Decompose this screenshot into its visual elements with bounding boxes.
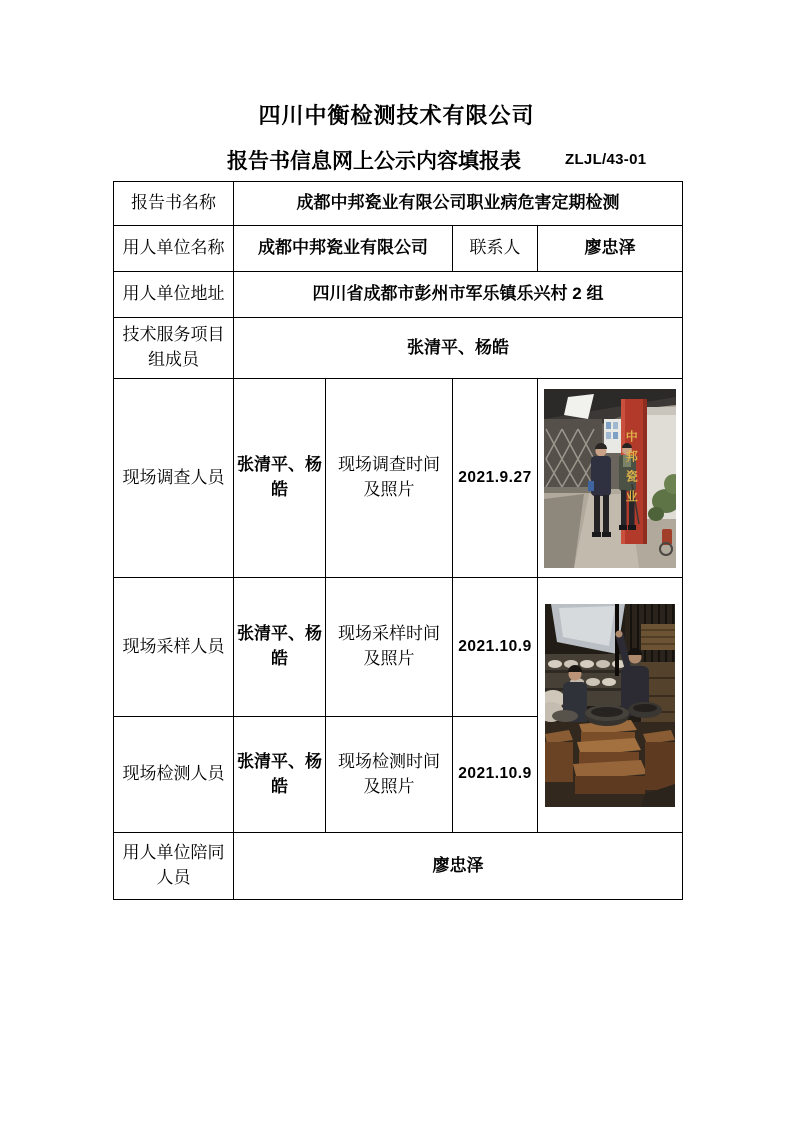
employer-address-label: 用人单位地址 <box>114 272 234 318</box>
row-employer-name <box>114 226 683 272</box>
site-testing-time-label: 现场检测时间及照片 <box>326 717 453 833</box>
site-sampling-personnel: 张清平、杨皓 <box>234 578 326 717</box>
site-survey-photo-cell <box>538 379 683 578</box>
gate-pillar-sign-text: 中邦瓷业 <box>624 429 639 510</box>
row-site-sampling <box>114 578 683 717</box>
report-info-table <box>113 181 683 900</box>
workshop-photo-cell <box>538 578 683 833</box>
site-sampling-date: 2021.10.9 <box>453 578 538 717</box>
escort-label: 用人单位陪同人员 <box>114 833 234 900</box>
site-testing-label: 现场检测人员 <box>114 717 234 833</box>
project-team-label: 技术服务项目组成员 <box>114 318 234 379</box>
row-report-name <box>114 182 683 226</box>
site-sampling-time-label: 现场采样时间及照片 <box>326 578 453 717</box>
report-name-label: 报告书名称 <box>114 182 234 226</box>
row-project-team <box>114 318 683 379</box>
row-site-survey <box>114 379 683 578</box>
site-survey-personnel: 张清平、杨皓 <box>234 379 326 578</box>
site-sampling-label: 现场采样人员 <box>114 578 234 717</box>
report-name-value: 成都中邦瓷业有限公司职业病危害定期检测 <box>234 182 683 226</box>
site-survey-label: 现场调查人员 <box>114 379 234 578</box>
workshop-photo-graphic <box>545 604 675 807</box>
factory-gate-photo-graphic <box>544 389 676 568</box>
row-escort <box>114 833 683 900</box>
workshop-photo <box>545 604 675 807</box>
form-code: ZLJL/43-01 <box>565 151 647 168</box>
contact-value: 廖忠泽 <box>538 226 683 272</box>
form-title: 报告书信息网上公示内容填报表 <box>227 150 521 173</box>
site-testing-personnel: 张清平、杨皓 <box>234 717 326 833</box>
project-team-value: 张清平、杨皓 <box>234 318 683 379</box>
escort-value: 廖忠泽 <box>234 833 683 900</box>
employer-name-value: 成都中邦瓷业有限公司 <box>234 226 453 272</box>
employer-name-label: 用人单位名称 <box>114 226 234 272</box>
site-survey-time-label: 现场调查时间及照片 <box>326 379 453 578</box>
site-testing-date: 2021.10.9 <box>453 717 538 833</box>
factory-gate-photo <box>544 389 676 568</box>
company-title: 四川中衡检测技术有限公司 <box>258 103 535 128</box>
row-employer-address <box>114 272 683 318</box>
contact-label: 联系人 <box>453 226 538 272</box>
employer-address-value: 四川省成都市彭州市军乐镇乐兴村 2 组 <box>234 272 683 318</box>
site-survey-date: 2021.9.27 <box>453 379 538 578</box>
